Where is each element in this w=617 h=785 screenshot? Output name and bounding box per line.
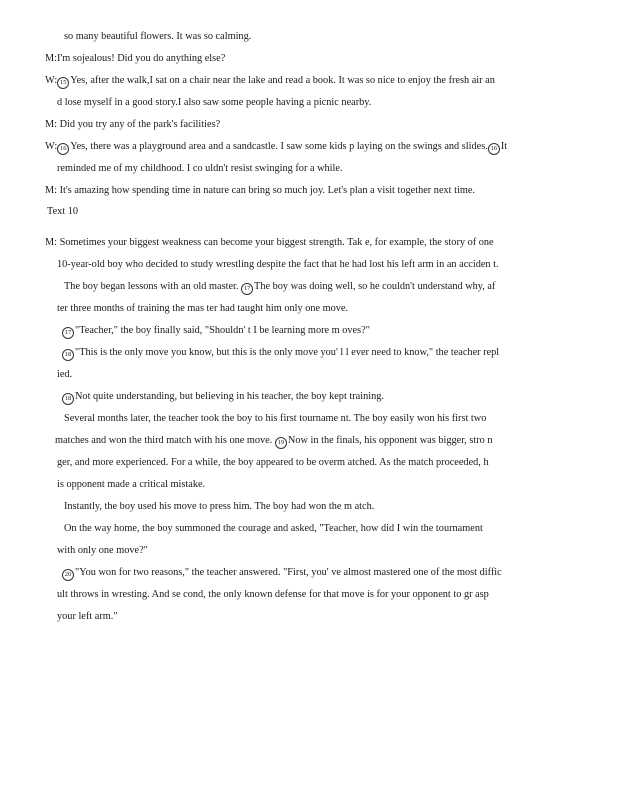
text-line: M: It's amazing how spending time in nature can bring so much joy. Let's plan a visit together next time. [45,185,475,196]
text-line: ter three months of training the mas ter had taught him only one move. [57,303,349,314]
question-number-marker: 17 [241,283,253,295]
text-line: 18 "This is the only move you know, but this is the only move you' l l ever need to know," the teacher repl [62,346,499,361]
text-line: with only one move?" [57,545,148,556]
text-line: ied. [57,369,73,380]
text-line: The boy began lessons with an old master. 17 The boy was doing well, so he couldn't understand why, af [64,280,495,295]
text-line: M: Did you try any of the park's facilities? [45,119,221,130]
text-line: matches and won the third match with his one move. 19 Now in the finals, his opponent was bigger, stro n [55,434,493,449]
question-number-marker: 16 [57,143,69,155]
question-number-marker: 18 [62,349,74,361]
text-line: reminded me of my childhood. I co uldn't resist swinging for a while. [57,163,343,174]
question-number-marker: 18 [62,393,74,405]
question-number-marker: 20 [62,569,74,581]
text-line: is opponent made a critical mistake. [57,479,206,490]
text-line: On the way home, the boy summoned the courage and asked, "Teacher, how did I win the tournament [64,523,483,534]
text-line: your left arm." [57,611,118,622]
question-number-marker: 17 [62,327,74,339]
text-line: 17 "Teacher," the boy finally said, "Shouldn' t I be learning more m oves?" [62,324,370,339]
text-line: so many beautiful flowers. It was so calming. [64,31,252,42]
text-line: d lose myself in a good story.I also saw some people having a picnic nearby. [57,97,372,108]
text-line: M:I'm sojealous! Did you do anything else? [45,53,226,64]
text-line: W: 16 Yes, there was a playground area and a sandcastle. I saw some kids p laying on the swings and slides. 16 It [45,140,507,155]
text-line: ger, and more experienced. For a while, the boy appeared to be overm atched. As the match proceeded, h [57,457,489,468]
text-line: 10-year-old boy who decided to study wrestling despite the fact that he had lost his left arm in an acciden t. [57,259,499,270]
text-line: 18 Not quite understanding, but believing in his teacher, the boy kept training. [62,390,384,405]
question-number-marker: 19 [275,437,287,449]
text-line: ult throws in wresting. And se cond, the only known defense for that move is for your opponent to gr asp [57,589,489,600]
question-number-marker: 15 [57,77,69,89]
section-heading: Text 10 [47,206,79,217]
text-line: W: 15 Yes, after the walk,I sat on a chair near the lake and read a book. It was so nice to enjoy the fresh air an [45,74,495,89]
question-number-marker: 16 [488,143,500,155]
text-line: Instantly, the boy used his move to press him. The boy had won the m atch. [64,501,375,512]
text-line: Several months later, the teacher took the boy to his first tourname nt. The boy easily won his first two [64,413,487,424]
text-line: 20 "You won for two reasons," the teacher answered. "First, you' ve almost mastered one of the most diffic [62,566,502,581]
text-line: M: Sometimes your biggest weakness can become your biggest strength. Tak e, for example, the story of one [45,237,494,248]
